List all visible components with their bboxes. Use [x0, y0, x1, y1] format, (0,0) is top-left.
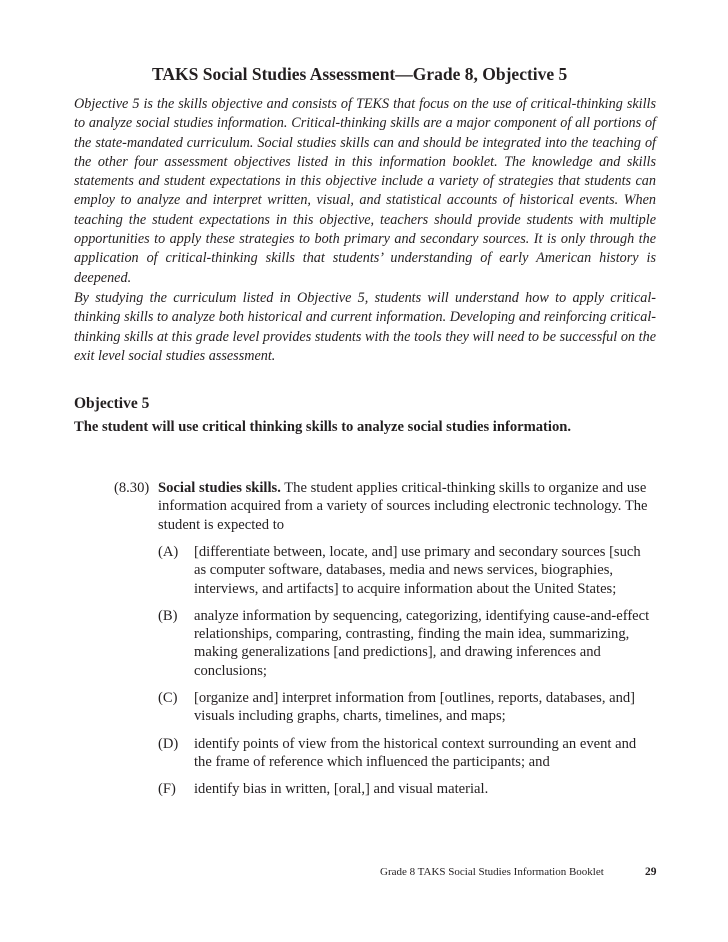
item-text: analyze information by sequencing, categorizing, identifying cause-and-effect relationships, comparing, contrasting, finding the main idea, summarizing, making generalizations [and predictions], and drawing inferences and conclusions; — [194, 607, 650, 679]
list-item — [155, 735, 656, 772]
list-item — [155, 543, 656, 598]
standard-body — [158, 479, 654, 534]
objective-statement: The student will use critical thinking skills to analyze social studies information. — [74, 419, 572, 435]
list-item — [155, 780, 656, 798]
standard-title: Social studies skills. — [158, 480, 281, 496]
standard-number: (8.30) — [114, 480, 150, 496]
objective-heading: Objective 5 — [74, 395, 150, 412]
item-letter: (F) — [158, 781, 176, 798]
item-letter: (B) — [158, 607, 178, 624]
intro-paragraph: By studying the curriculum listed in Objective 5, students will understand how to apply critical-thinking skills to analyze both historical and current information. Developing and reinforcing critical-thinking skills at this grade level provides students with the tools they will need to be successful on the exit level social studies assessment. — [74, 290, 656, 364]
list-item — [155, 607, 656, 680]
item-letter: (C) — [158, 690, 178, 707]
item-text: identify points of view from the historical context surrounding an event and the frame of reference which influenced the participants; and — [194, 735, 637, 770]
item-letter: (D) — [158, 735, 179, 752]
item-letter: (A) — [158, 544, 179, 560]
item-text: identify bias in written, [oral,] and visual material. — [194, 781, 489, 798]
page-title: TAKS Social Studies Assessment—Grade 8, Objective 5 — [152, 64, 568, 84]
page-footer — [380, 866, 660, 878]
footer-booklet-title: Grade 8 TAKS Social Studies Information Booklet — [380, 866, 604, 878]
item-text: [organize and] interpret information from [outlines, reports, databases, and] visuals including graphs, charts, timelines, and maps; — [194, 690, 636, 725]
standard-text: The student applies critical-thinking skills to organize and use information acquired from a variety of sources including electronic technology. The student is expected to — [158, 480, 648, 533]
intro-paragraph: Objective 5 is the skills objective and consists of TEKS that focus on the use of critical-thinking skills to analyze social studies information. Critical-thinking skills are a major component of all portions of the state-mandated curriculum. Social studies skills can and should be integrated into the teaching of the other four assessment objectives listed in this information booklet. The knowledge and skills statements and student expectations in this objective include a variety of strategies that students can employ to analyze and interpret written, visual, and statistical accounts of historical events. When teaching the student expectations in this objective, teachers should provide students with multiple opportunities to apply these strategies to both primary and secondary sources. It is only through the application of critical-thinking skills that students’ understanding of early American history is deepened. — [74, 96, 656, 286]
page-number: 29 — [645, 866, 657, 878]
student-expectations-list — [155, 543, 656, 808]
item-text: [differentiate between, locate, and] use primary and secondary sources [such as computer software, databases, media and news services, biographies, interviews, and artifacts] to acquire information about the United States; — [194, 544, 641, 597]
list-item — [155, 689, 656, 726]
